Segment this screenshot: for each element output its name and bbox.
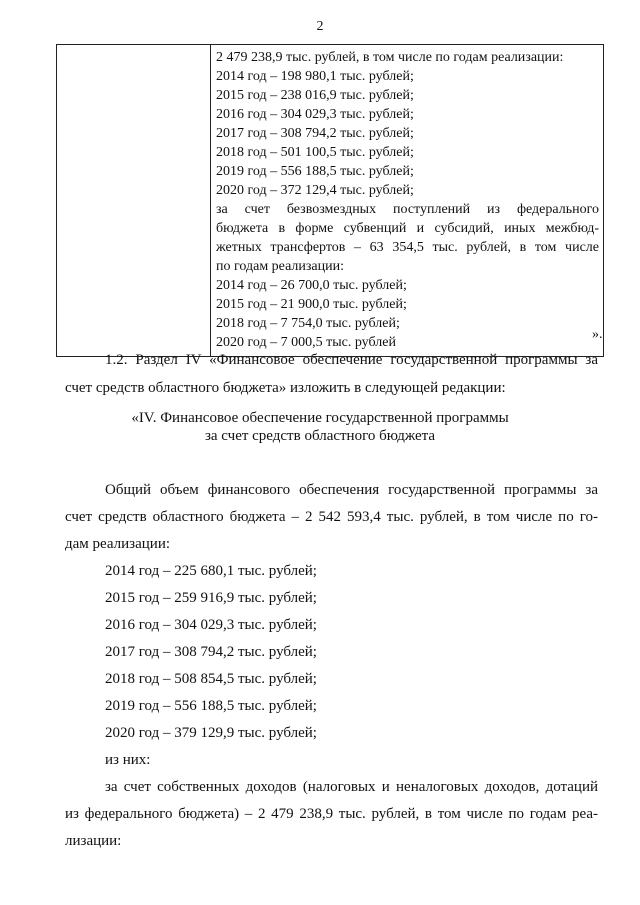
- funding-table: [56, 44, 604, 357]
- own-revenue-line: из федерального бюджета) – 2 479 238,9 тыс. рублей, в том числе по годам реа-: [65, 806, 598, 822]
- of-which-label: из них:: [105, 752, 151, 768]
- table-line: 2016 год – 304 029,3 тыс. рублей;: [216, 107, 414, 122]
- section-heading: «IV. Финансовое обеспечение государственной программы: [131, 410, 509, 426]
- year-funding-line: 2014 год – 225 680,1 тыс. рублей;: [105, 563, 317, 579]
- total-funding-line: Общий объем финансового обеспечения государственной программы за: [105, 482, 598, 498]
- own-revenue-line: за счет собственных доходов (налоговых и неналоговых доходов, дотаций: [105, 779, 598, 795]
- table-line: 2017 год – 308 794,2 тыс. рублей;: [216, 126, 414, 141]
- closing-quote: ».: [592, 327, 603, 342]
- year-funding-line: 2019 год – 556 188,5 тыс. рублей;: [105, 698, 317, 714]
- total-funding-line: счет средств областного бюджета – 2 542 593,4 тыс. рублей, в том числе по го-: [65, 509, 598, 525]
- total-funding-line: дам реализации:: [65, 536, 171, 552]
- year-funding-line: 2017 год – 308 794,2 тыс. рублей;: [105, 644, 317, 660]
- table-cell-funding: [211, 45, 604, 357]
- table-line: 2019 год – 556 188,5 тыс. рублей;: [216, 164, 414, 179]
- year-funding-line: 2020 год – 379 129,9 тыс. рублей;: [105, 725, 317, 741]
- table-line: 2020 год – 7 000,5 тыс. рублей: [216, 335, 396, 350]
- table-line: 2015 год – 21 900,0 тыс. рублей;: [216, 297, 407, 312]
- table-line: 2015 год – 238 016,9 тыс. рублей;: [216, 88, 414, 103]
- table-line: 2018 год – 501 100,5 тыс. рублей;: [216, 145, 414, 160]
- amendment-item-line: 1.2. Раздел IV «Финансовое обеспечение государственной программы за: [105, 352, 598, 368]
- table-line: за счет безвозмездных поступлений из федерального: [216, 202, 599, 217]
- own-revenue-line: лизации:: [65, 833, 122, 849]
- table-line: 2014 год – 198 980,1 тыс. рублей;: [216, 69, 414, 84]
- table-line: 2018 год – 7 754,0 тыс. рублей;: [216, 316, 400, 331]
- table-line: 2 479 238,9 тыс. рублей, в том числе по годам реализации:: [216, 50, 564, 65]
- page-number: 2: [316, 19, 324, 34]
- year-funding-line: 2018 год – 508 854,5 тыс. рублей;: [105, 671, 317, 687]
- table-row: [57, 45, 604, 357]
- year-funding-line: 2016 год – 304 029,3 тыс. рублей;: [105, 617, 317, 633]
- table-line: 2020 год – 372 129,4 тыс. рублей;: [216, 183, 414, 198]
- table-line: бюджета в форме субвенций и субсидий, иных межбюд-: [216, 221, 599, 236]
- table-line: по годам реализации:: [216, 259, 344, 274]
- amendment-item-line: счет средств областного бюджета» изложить в следующей редакции:: [65, 380, 506, 396]
- table-cell-empty: [57, 45, 211, 357]
- table-line: 2014 год – 26 700,0 тыс. рублей;: [216, 278, 407, 293]
- section-heading: за счет средств областного бюджета: [204, 428, 436, 444]
- year-funding-line: 2015 год – 259 916,9 тыс. рублей;: [105, 590, 317, 606]
- table-line: жетных трансфертов – 63 354,5 тыс. рублей, в том числе: [216, 240, 599, 255]
